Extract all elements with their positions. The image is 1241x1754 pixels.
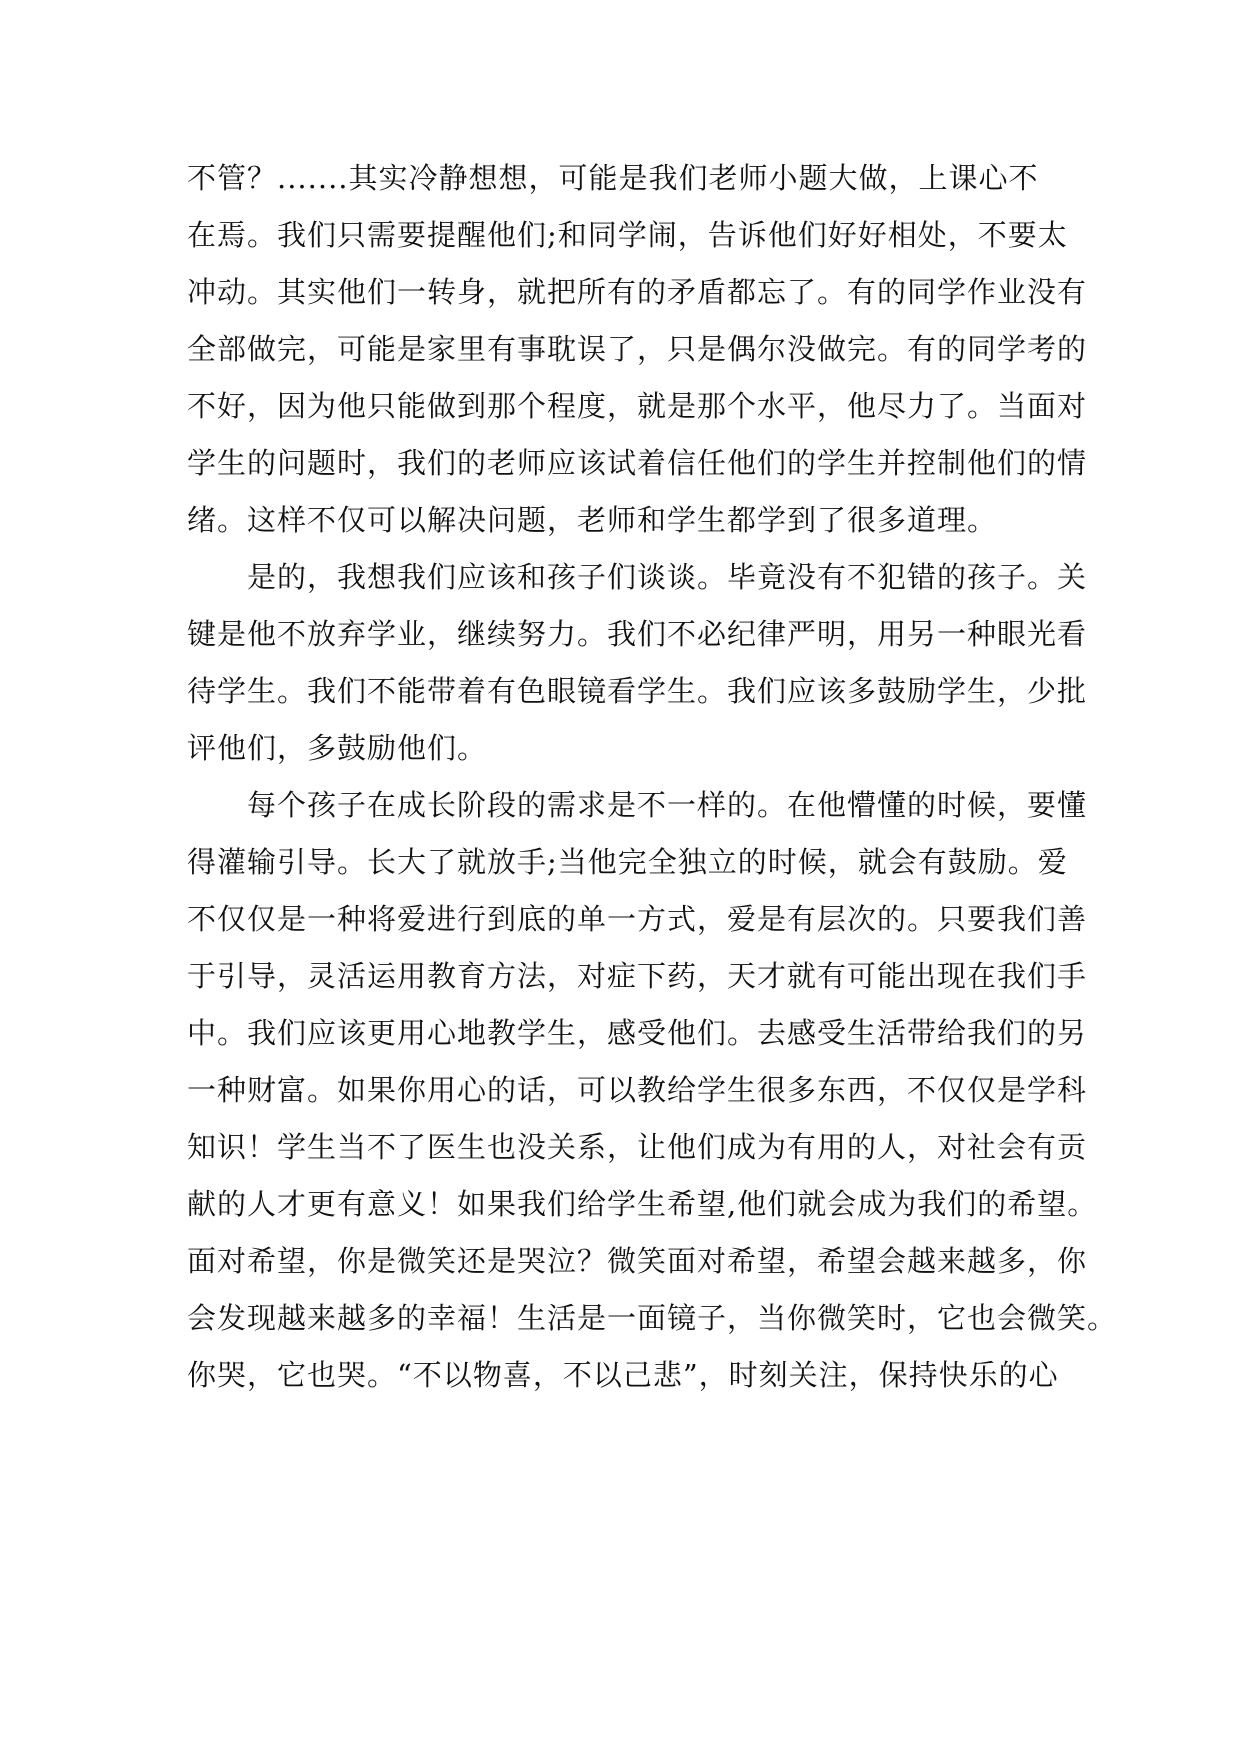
text-line: 你哭，它也哭。“不以物喜，不以己悲”，时刻关注，保持快乐的心 (187, 1358, 1059, 1392)
text-line: 全部做完，可能是家里有事耽误了，只是偶尔没做完。有的同学考的 (187, 332, 1088, 366)
paragraph-2 (187, 557, 1088, 785)
text-line: 每个孩子在成长阶段的需求是不一样的。在他懵懂的时候，要懂 (247, 788, 1088, 822)
text-line: 不仅仅是一种将爱进行到底的单一方式，爱是有层次的。只要我们善 (187, 902, 1088, 936)
document-body (187, 158, 1118, 1412)
text-line: 键是他不放弃学业，继续努力。我们不必纪律严明，用另一种眼光看 (187, 617, 1088, 651)
text-line: 绪。这样不仅可以解决问题，老师和学生都学到了很多道理。 (187, 503, 998, 537)
paragraph-3 (187, 785, 1118, 1412)
text-line: 评他们，多鼓励他们。 (187, 731, 488, 765)
text-line: 得灌输引导。长大了就放手;当他完全独立的时候，就会有鼓励。爱 (187, 845, 1068, 879)
text-line: 会发现越来越多的幸福！生活是一面镜子，当你微笑时，它也会微笑。 (187, 1301, 1118, 1335)
text-line: 知识！学生当不了医生也没关系，让他们成为有用的人，对社会有贡 (187, 1130, 1088, 1164)
text-line: 献的人才更有意义！如果我们给学生希望,他们就会成为我们的希望。 (187, 1187, 1098, 1221)
paragraph-1 (187, 158, 1088, 557)
text-line: 一种财富。如果你用心的话，可以教给学生很多东西，不仅仅是学科 (187, 1073, 1088, 1107)
text-line: 待学生。我们不能带着有色眼镜看学生。我们应该多鼓励学生，少批 (187, 674, 1088, 708)
text-line: 中。我们应该更用心地教学生，感受他们。去感受生活带给我们的另 (187, 1016, 1088, 1050)
text-line: 面对希望，你是微笑还是哭泣？微笑面对希望，希望会越来越多，你 (187, 1244, 1088, 1278)
text-line: 是的，我想我们应该和孩子们谈谈。毕竟没有不犯错的孩子。关 (247, 560, 1088, 594)
text-line: 在焉。我们只需要提醒他们;和同学闹，告诉他们好好相处，不要太 (187, 218, 1068, 252)
text-line: 于引导，灵活运用教育方法，对症下药，天才就有可能出现在我们手 (187, 959, 1088, 993)
text-line: 冲动。其实他们一转身，就把所有的矛盾都忘了。有的同学作业没有 (187, 275, 1088, 309)
text-line: 学生的问题时，我们的老师应该试着信任他们的学生并控制他们的情 (187, 446, 1088, 480)
text-line: 不好，因为他只能做到那个程度，就是那个水平，他尽力了。当面对 (187, 389, 1088, 423)
text-line: 不管？.......其实冷静想想，可能是我们老师小题大做，上课心不 (187, 161, 1039, 195)
